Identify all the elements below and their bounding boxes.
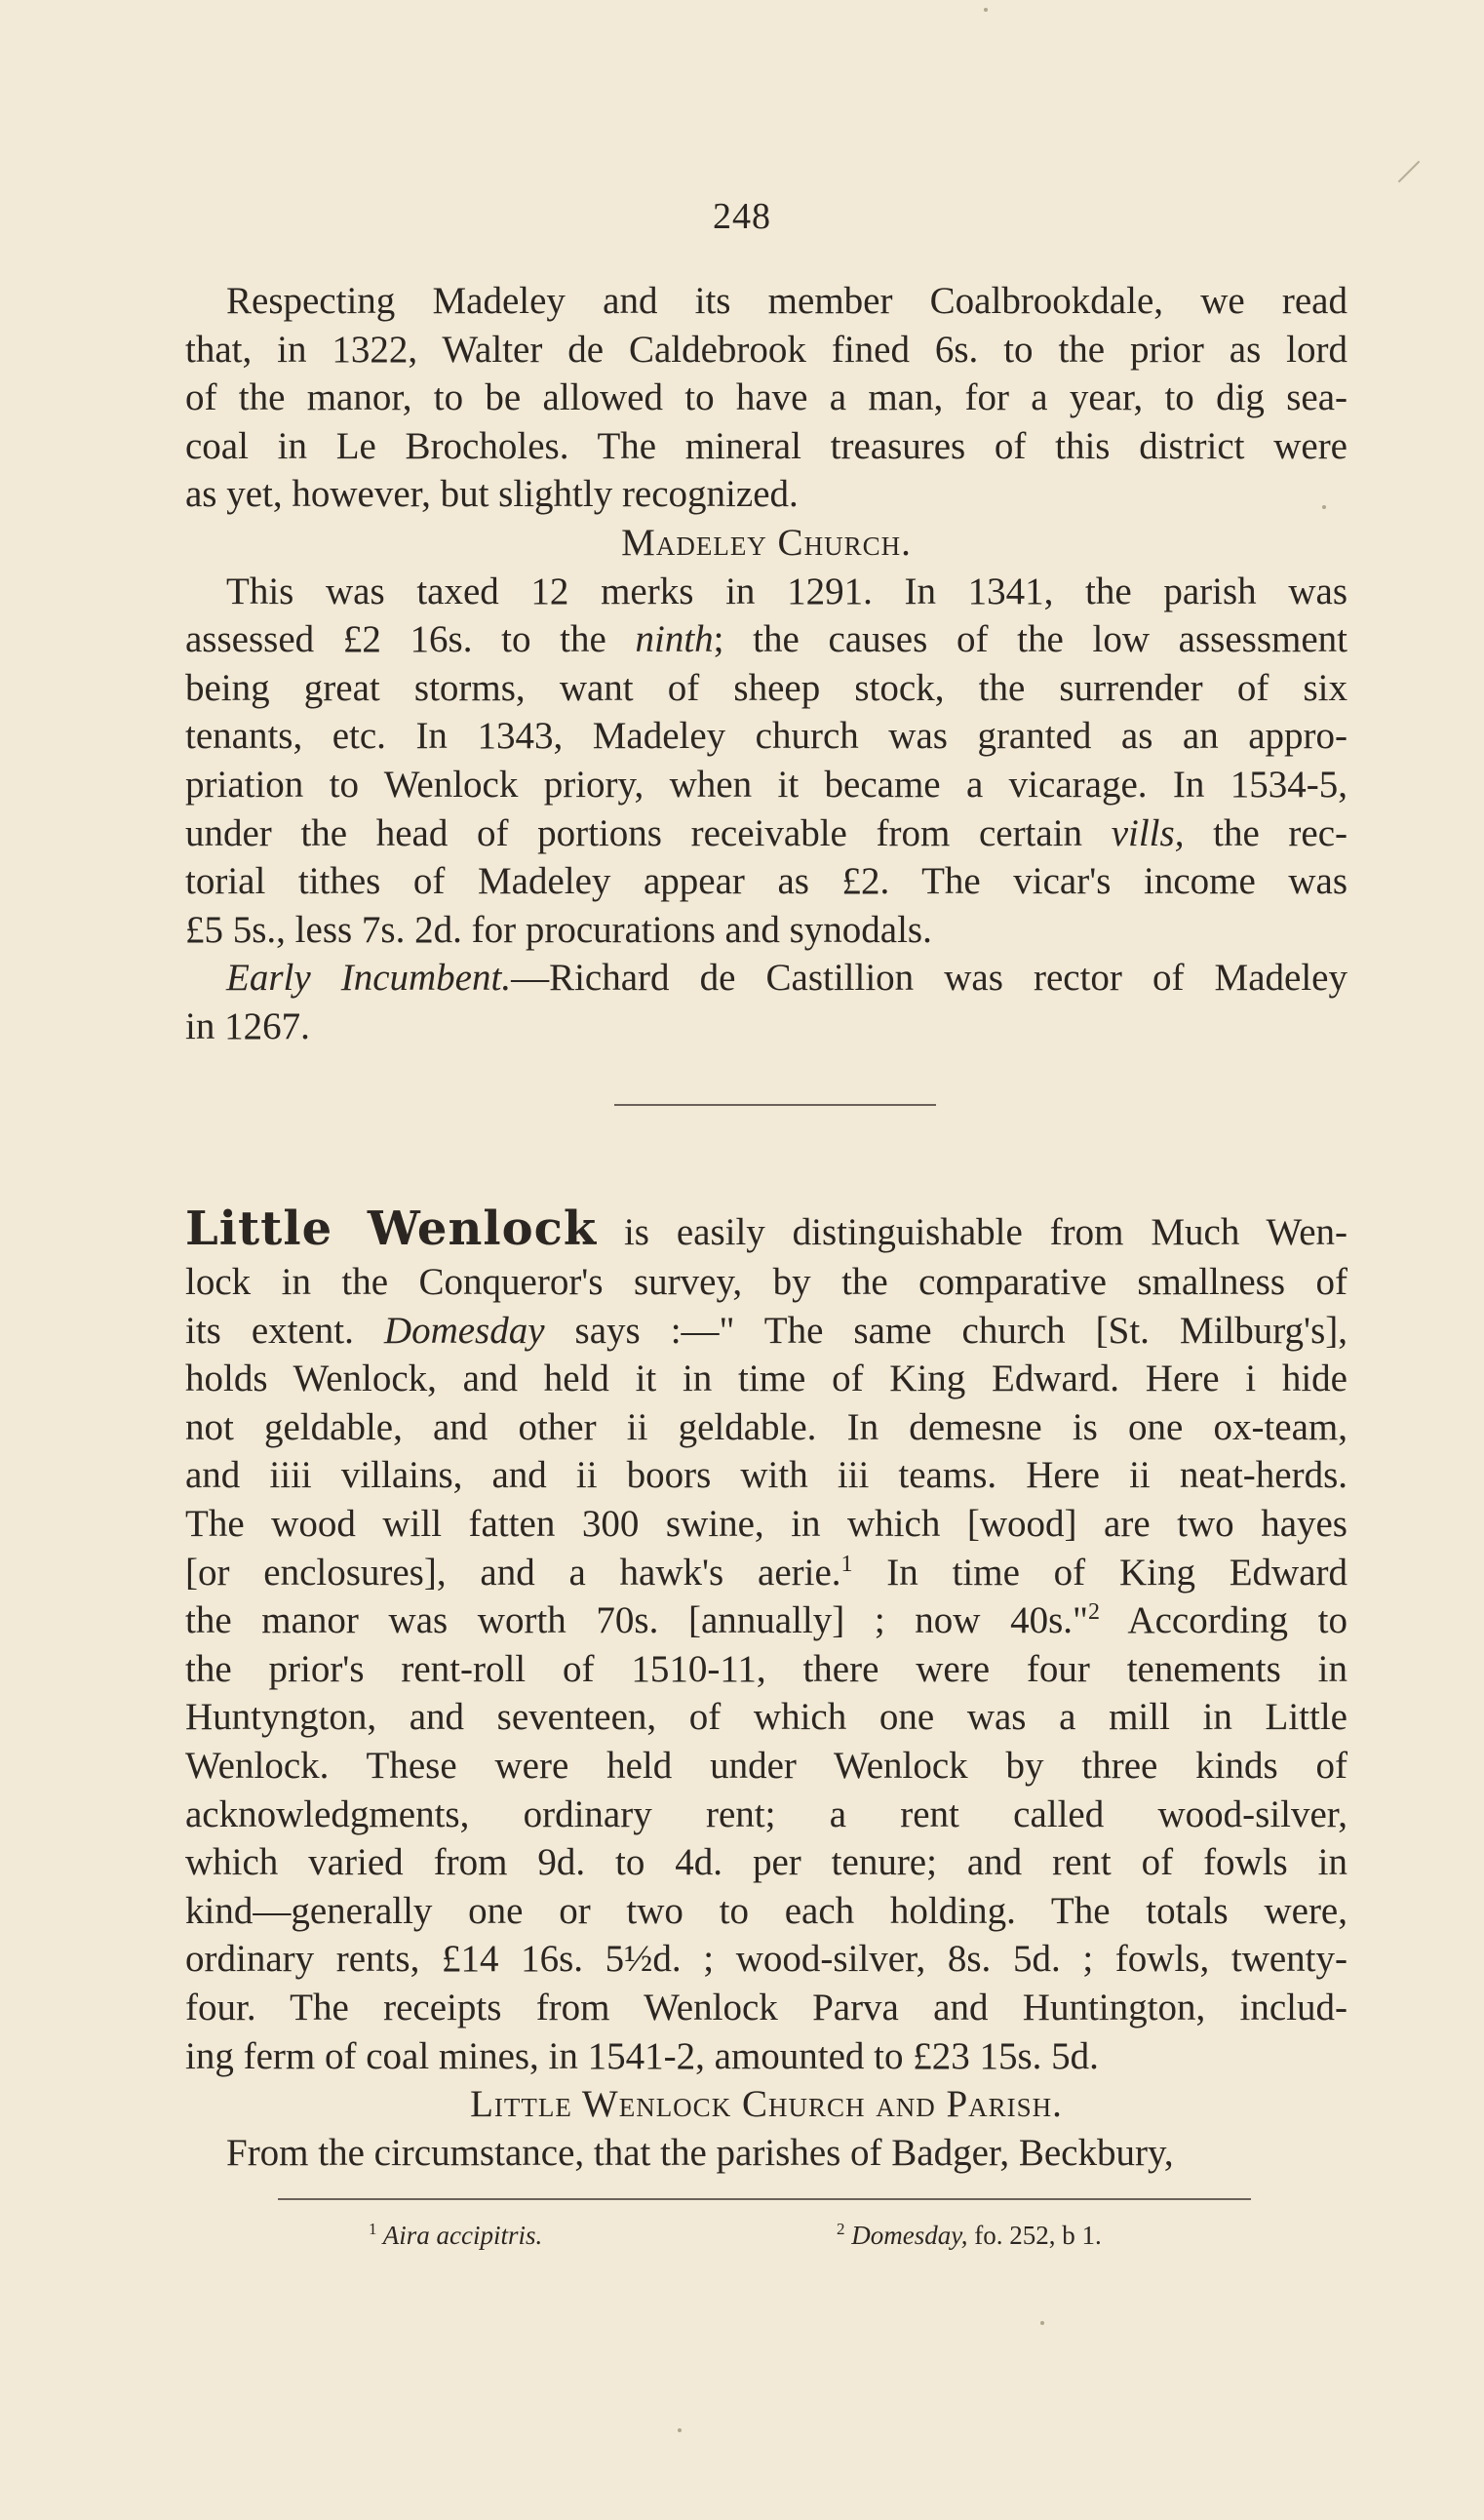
text-line: assessed £2 16s. to the ninth; the causes of the low assessment [185,618,1347,661]
text-line: that, in 1322, Walter de Caldebrook fined 6s. to the prior as lord [185,328,1347,371]
text-line: Wenlock. These were held under Wenlock by three kinds of [185,1744,1347,1787]
footnote-rule [278,2198,1251,2200]
text-line: which varied from 9d. to 4d. per tenure; and rent of fowls in [185,1841,1347,1884]
section-heading: Little Wenlock Church and Parish. [470,2083,1063,2126]
text-line: and iiii villains, and ii boors with iii teams. Here ii neat-herds. [185,1454,1347,1497]
text-line: the manor was worth 70s. [annually] ; now 40s."$^2$ According to [185,1599,1347,1642]
madeley-section [185,277,1347,1051]
text-line: being great storms, want of sheep stock, the surrender of six [185,666,1347,709]
section-divider [614,1104,936,1106]
blackletter-title: Little Wenlock [185,1201,598,1256]
text-line: Early Incumbent.—Richard de Castillion was rector of Madeley [226,957,1347,1000]
text-line: [or enclosures], and a hawk's aerie.$^1$ In time of King Edward [185,1551,1348,1594]
text-line: the prior's rent-roll of 1510-11, there were four tenements in [185,1647,1347,1690]
text-line: under the head of portions receivable from certain vills, the rec- [185,811,1347,854]
text-line: in 1267. [185,1004,310,1047]
text-line: Huntyngton, and seventeen, of which one was a mill in Little [185,1696,1347,1739]
text-line: acknowledgments, ordinary rent; a rent called wood-silver, [185,1792,1347,1835]
footnote-ref: 2 [1087,1599,1100,1626]
footnote-ref: 1 [840,1551,853,1577]
little-wenlock-section [185,1200,1347,2177]
text-line: coal in Le Brocholes. The mineral treasures of this district were [185,424,1347,467]
text-line: four. The receipts from Wenlock Parva and Huntington, includ- [185,1986,1347,2028]
text-line: lock in the Conqueror's survey, by the comparative smallness of [185,1261,1347,1303]
text-line: holds Wenlock, and held it in time of King Edward. Here i hide [185,1358,1347,1400]
section-heading: Madeley Church. [621,521,912,564]
speck [678,2428,682,2432]
text-line: its extent. Domesday says :—" The same church [St. Milburg's], [185,1309,1347,1352]
text-line: From the circumstance, that the parishes of Badger, Beckbury, [226,2131,1174,2174]
footnote-2: $^2$ Domesday, fo. 252, b 1. [837,2220,1102,2250]
text-line: priation to Wenlock priory, when it became a vicarage. In 1534-5, [185,763,1347,806]
text-line: kind—generally one or two to each holding. The totals were, [185,1889,1347,1932]
corner-mark [1398,161,1421,183]
text-line: ordinary rents, £14 16s. 5½d. ; wood-silver, 8s. 5d. ; fowls, twenty- [185,1938,1347,1981]
footnote-1: $^1$ Aira accipitris. [369,2220,543,2250]
speck [1040,2321,1044,2325]
text-line: ing ferm of coal mines, in 1541-2, amounted to £23 15s. 5d. [185,2034,1099,2077]
text-line: torial tithes of Madeley appear as £2. The vicar's income was [185,860,1347,903]
text-line: Little Wenlock is easily distinguishable from Much Wen- [185,1201,1347,1256]
page-number: 248 [713,196,771,237]
text-line: The wood will fatten 300 swine, in which [wood] are two hayes [185,1502,1347,1545]
text-line: of the manor, to be allowed to have a man, for a year, to dig sea- [185,376,1347,419]
text-line: Respecting Madeley and its member Coalbrookdale, we read [226,280,1347,322]
text-line: not geldable, and other ii geldable. In demesne is one ox-team, [185,1405,1347,1448]
text-line: as yet, however, but slightly recognized. [185,473,799,516]
speck [984,8,988,12]
text-line: tenants, etc. In 1343, Madeley church was granted as an appro- [185,715,1347,758]
text-line: This was taxed 12 merks in 1291. In 1341, the parish was [226,570,1347,612]
text-line: £5 5s., less 7s. 2d. for procurations and synodals. [185,908,932,951]
